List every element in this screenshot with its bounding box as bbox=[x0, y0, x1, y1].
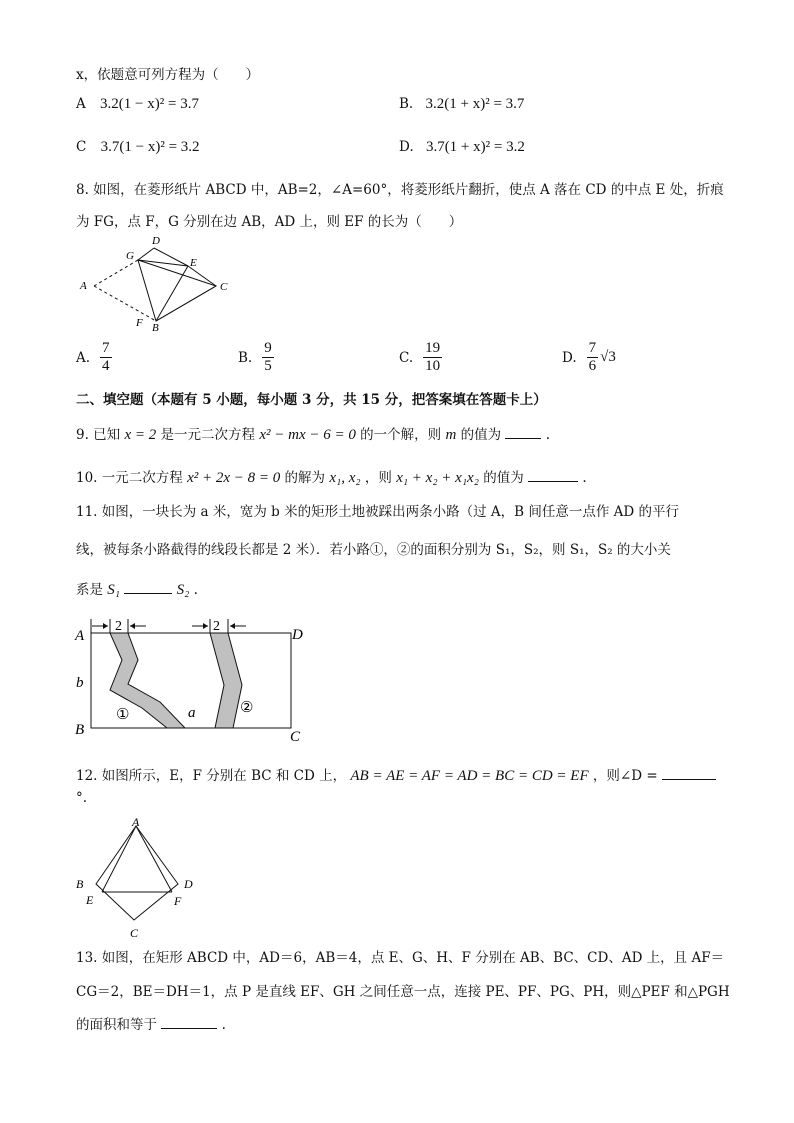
q11-stem-line1: 11. 如图，一块长为 a 米，宽为 b 米的矩形土地被踩出两条小路（过 A，B 间任意一点作 AD 的平行 bbox=[76, 504, 680, 520]
q8-option-d[interactable] bbox=[562, 340, 616, 375]
q9-stem bbox=[76, 423, 550, 444]
option-fraction bbox=[423, 340, 442, 375]
q10-post: 的值为 bbox=[483, 470, 524, 486]
q8-label-g: G bbox=[126, 250, 134, 262]
option-label: A. bbox=[76, 349, 91, 366]
q7-option-b[interactable] bbox=[399, 96, 524, 113]
q10-answer-blank[interactable] bbox=[528, 481, 578, 482]
q8-label-d: D bbox=[152, 235, 160, 247]
q12-stem-line1 bbox=[76, 764, 716, 785]
q11-arrowhead-left1 bbox=[103, 623, 108, 629]
q9-post1: 的一个解，则 bbox=[360, 427, 442, 443]
q11-width-label-2: 2 bbox=[213, 619, 220, 634]
q11-stem-line2: 线，被每条小路截得的线段长都是 2 米）．若小路①，②的面积分别为 S₁，S₂，则 S₁，S₂ 的大小关 bbox=[76, 542, 671, 558]
q10-math-equation: x² + 2x − 8 = 0 bbox=[187, 470, 281, 486]
q9-mid: 是一元二次方程 bbox=[160, 427, 256, 443]
q8-rhombus-figure bbox=[76, 230, 236, 335]
q8-label-b: B bbox=[152, 322, 159, 334]
q12-label-a: A bbox=[132, 815, 140, 829]
q9-math-x: x = 2 bbox=[124, 427, 157, 443]
q13-stem-line2: CG＝2，BE＝DH＝1，点 P 是直线 EF、GH 之间任意一点，连接 PE、PF、PG、PH，则△PEF 和△PGH bbox=[76, 984, 730, 1000]
q10-end: . bbox=[582, 470, 587, 486]
q8-side-ec bbox=[188, 266, 216, 286]
option-suffix: √3 bbox=[600, 349, 616, 365]
q12-label-e: E bbox=[86, 893, 94, 907]
q8-label-e: E bbox=[190, 257, 197, 269]
q12-stem-line2: °. bbox=[76, 790, 88, 806]
q8-option-c[interactable] bbox=[399, 340, 442, 375]
q8-side-gd bbox=[138, 248, 154, 260]
q11-width-label-1: 2 bbox=[115, 619, 122, 634]
q8-stem-line1: 8. 如图，在菱形纸片 ABCD 中，AB=2，∠A=60°，将菱形纸片翻折，使点 A 落在 CD 的中点 E 处，折痕 bbox=[76, 182, 724, 198]
q11-s1: S₁ bbox=[107, 582, 121, 598]
q11-stem-line3 bbox=[76, 578, 198, 599]
option-fraction bbox=[262, 340, 274, 375]
q12-label-c: C bbox=[130, 926, 139, 940]
q11-rect-field-figure bbox=[70, 610, 320, 745]
q10-math-expression: x₁ + x₂ + x₁x₂ bbox=[396, 470, 479, 486]
q12-quadrilateral bbox=[96, 826, 178, 920]
q10-math-roots: x₁, x₂ bbox=[329, 470, 361, 486]
fraction-numerator: 19 bbox=[425, 340, 441, 356]
q10-stem bbox=[76, 466, 587, 487]
fraction-numerator: 9 bbox=[264, 340, 272, 356]
q10-pre: 10. 一元二次方程 bbox=[76, 470, 183, 486]
q11-end: . bbox=[193, 582, 198, 598]
option-label: C bbox=[76, 139, 87, 155]
q12-label-d: D bbox=[184, 877, 193, 891]
q9-end: . bbox=[545, 427, 550, 443]
q11-arrowhead-left2 bbox=[130, 623, 135, 629]
q7-option-c[interactable] bbox=[76, 139, 200, 156]
q9-math-equation: x² − mx − 6 = 0 bbox=[259, 427, 356, 443]
q11-answer-blank[interactable] bbox=[124, 593, 172, 594]
q8-label-a: A bbox=[80, 280, 87, 292]
option-expr: 3.7(1 + x)² = 3.2 bbox=[425, 139, 525, 155]
q8-option-b[interactable] bbox=[238, 340, 274, 375]
option-label: C. bbox=[399, 349, 414, 366]
q12-post: ，则∠D = bbox=[592, 768, 658, 784]
option-expr: 3.7(1 − x)² = 3.2 bbox=[100, 139, 200, 155]
fraction-numerator: 7 bbox=[588, 340, 597, 356]
option-label: B. bbox=[238, 349, 253, 366]
q8-side-de bbox=[154, 248, 188, 266]
q12-line-af bbox=[136, 826, 172, 892]
q12-pre: 12. 如图所示，E，F 分别在 BC 和 CD 上， bbox=[76, 768, 347, 784]
q8-side-cb bbox=[156, 286, 216, 321]
q10-mid: 的解为 bbox=[284, 470, 326, 486]
q13-answer-blank[interactable] bbox=[161, 1028, 217, 1029]
q12-math: AB = AE = AF = AD = BC = CD = EF bbox=[350, 768, 589, 784]
fraction-denominator: 10 bbox=[425, 358, 441, 374]
q13-stem-line1: 13. 如图，在矩形 ABCD 中，AD＝6，AB＝4，点 E、G、H、F 分别在 AB、BC、CD、AD 上，且 AF＝ bbox=[76, 950, 725, 966]
q8-dashed-ag bbox=[94, 260, 138, 286]
q11-arrowhead-right1 bbox=[203, 623, 208, 629]
q10-mid2: ，则 bbox=[364, 470, 392, 486]
fraction-denominator: 6 bbox=[588, 358, 597, 374]
q11-label-a-side: a bbox=[188, 705, 196, 721]
fraction-denominator: 4 bbox=[102, 358, 110, 374]
q11-label-c: C bbox=[290, 729, 301, 745]
q11-s2: S₂ bbox=[176, 582, 190, 598]
option-fraction bbox=[100, 340, 112, 375]
q11-path-2 bbox=[210, 633, 242, 728]
option-label: A bbox=[76, 96, 86, 112]
option-expr: 3.2(1 + x)² = 3.7 bbox=[425, 96, 525, 112]
q12-line-ae bbox=[102, 826, 136, 892]
q8-label-c: C bbox=[220, 281, 228, 293]
q9-post2: 的值为 bbox=[460, 427, 502, 443]
q13-end: . bbox=[221, 1017, 226, 1033]
q11-path-label-2: ② bbox=[240, 700, 254, 716]
section-title: 二、填空题（本题有 5 小题，每小题 3 分，共 15 分，把答案填在答题卡上） bbox=[76, 392, 547, 408]
q8-label-f: F bbox=[136, 317, 143, 329]
q12-label-b: B bbox=[76, 877, 84, 891]
q12-label-f: F bbox=[174, 894, 182, 908]
q8-option-a[interactable] bbox=[76, 340, 112, 375]
q7-stem-tail: x，依题意可列方程为（ ） bbox=[76, 67, 260, 83]
q9-math-m: m bbox=[445, 427, 457, 443]
q13-stem-line3 bbox=[76, 1013, 226, 1033]
q8-fold-fe bbox=[156, 266, 188, 321]
option-fraction bbox=[587, 340, 599, 375]
q7-option-a[interactable] bbox=[76, 96, 199, 113]
q8-stem-line2: 为 FG，点 F，G 分别在边 AB，AD 上，则 EF 的长为（ ） bbox=[76, 214, 463, 230]
q9-pre: 9. 已知 bbox=[76, 427, 121, 443]
q11-label-b-side: b bbox=[76, 675, 84, 691]
q13-pre: 的面积和等于 bbox=[76, 1017, 157, 1033]
option-label: B. bbox=[399, 96, 414, 112]
option-label: D. bbox=[562, 349, 577, 366]
q9-answer-blank[interactable] bbox=[505, 438, 541, 439]
option-label: D. bbox=[399, 139, 414, 155]
option-expr: 3.2(1 − x)² = 3.7 bbox=[100, 96, 199, 112]
q11-arrowhead-right2 bbox=[230, 623, 235, 629]
fraction-numerator: 7 bbox=[102, 340, 110, 356]
q11-line3-pre: 系是 bbox=[76, 582, 103, 598]
q11-label-a: A bbox=[75, 628, 85, 644]
q11-path-label-1: ① bbox=[116, 707, 130, 723]
q12-figure bbox=[72, 814, 212, 944]
q11-label-d: D bbox=[292, 627, 303, 643]
q11-label-b: B bbox=[75, 722, 85, 738]
fraction-denominator: 5 bbox=[264, 358, 272, 374]
q12-answer-blank[interactable] bbox=[662, 779, 716, 780]
q8-triangle-efg bbox=[138, 260, 216, 321]
q7-option-d[interactable] bbox=[399, 139, 525, 156]
